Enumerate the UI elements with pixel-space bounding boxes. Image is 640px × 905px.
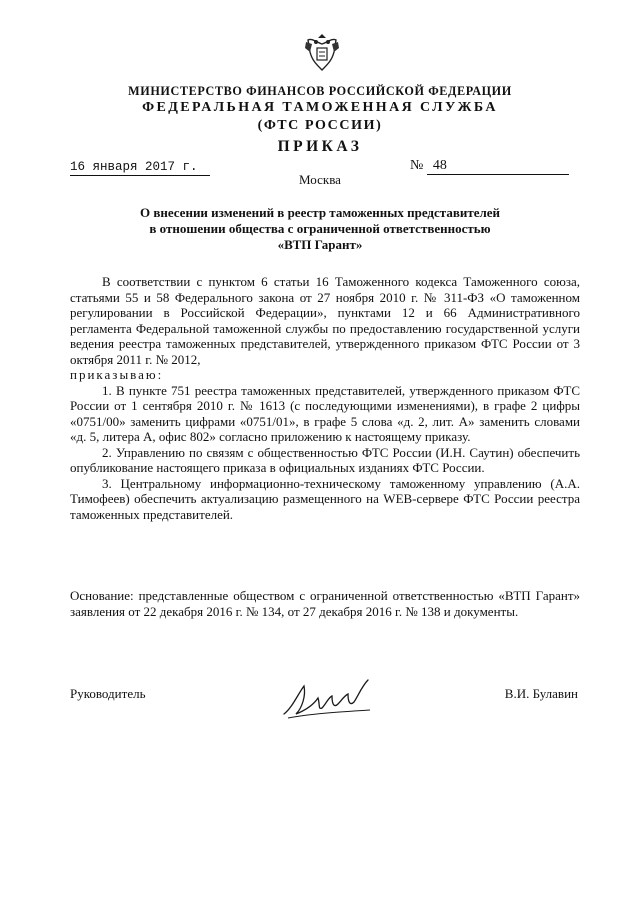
- intro-paragraph: В соответствии с пунктом 6 статьи 16 Таможенного кодекса Таможенного союза, статьями 55 и 58 Федерального закона от 27 ноября 2010 г. № 311-ФЗ «О таможенном регулировании в Российской Федерации», пунктами 12 и 66 Административного регламента Федеральной таможенной службы по предоставлению государственной услуги ведения реестра таможенных представителей, утвержденного приказом ФТС России от 3 октября 2011 г. № 2012,: [70, 274, 580, 367]
- order-word: приказываю:: [70, 367, 164, 382]
- order-body: [70, 274, 580, 522]
- item-3: 3. Центральному информационно-техническому таможенному управлению (А.А. Тимофеев) обеспечить актуализацию размещенного на WEB-сервере ФТС России реестра таможенных представителей.: [70, 475, 580, 522]
- order-date: 16 января 2017 г.: [70, 160, 210, 176]
- title-line-2: в отношении общества с ограниченной ответственностью: [149, 221, 491, 236]
- coat-of-arms-icon: [302, 30, 342, 74]
- order-title: [90, 205, 550, 253]
- signatory-position: Руководитель: [70, 686, 146, 701]
- ministry-name: МИНИСТЕРСТВО ФИНАНСОВ РОССИЙСКОЙ ФЕДЕРАЦИИ: [128, 84, 512, 98]
- item-2: 2. Управлению по связям с общественностью ФТС России (И.Н. Саутин) обеспечить опубликование настоящего приказа в официальных изданиях ФТС России.: [70, 444, 580, 475]
- item-1: 1. В пункте 751 реестра таможенных представителей, утвержденного приказом ФТС России от 1 сентября 2010 г. № 1613 (с последующими изменениями), в графе 2 цифры «0751/00» заменить цифрами «0751/01», в графе 5 слова «д. 2, лит. А» заменить словами «д. 5, литера А, офис 802» согласно приложению к настоящему приказу.: [70, 382, 580, 444]
- handwritten-signature-icon: [278, 674, 378, 724]
- city: Москва: [299, 172, 341, 187]
- service-name: ФЕДЕРАЛЬНАЯ ТАМОЖЕННАЯ СЛУЖБА: [142, 100, 498, 115]
- basis-paragraph: Основание: представленные обществом с ограниченной ответственностью «ВТП Гарант» заявления от 22 декабря 2016 г. № 134, от 27 декабря 2016 г. № 138 и документы.: [70, 588, 580, 619]
- document-type: ПРИКАЗ: [277, 138, 363, 155]
- order-number: 48: [427, 158, 569, 175]
- order-number-label: №: [410, 158, 424, 173]
- service-short-name: (ФТС РОССИИ): [257, 118, 383, 133]
- signatory-name: В.И. Булавин: [504, 686, 578, 701]
- title-line-3: «ВТП Гарант»: [277, 237, 363, 252]
- title-line-1: О внесении изменений в реестр таможенных представителей: [139, 205, 501, 220]
